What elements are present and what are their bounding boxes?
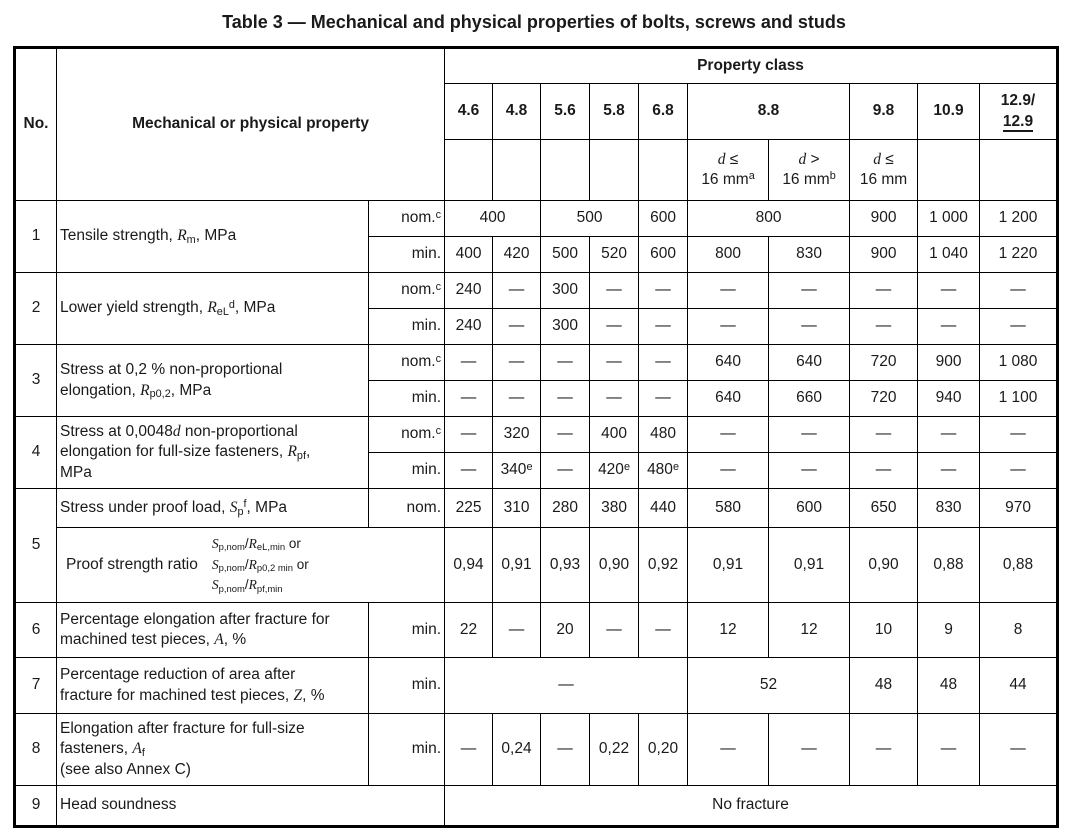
value-cell: 580 xyxy=(688,489,769,528)
col-header-6.8: 6.8 xyxy=(639,84,688,140)
subheader-9.8-d-le-16: d ≤ 16 mm xyxy=(850,140,918,201)
value-cell: 940 xyxy=(918,381,980,417)
row-5-proof-ratio xyxy=(15,528,1058,603)
value-cell: — xyxy=(639,603,688,658)
property-label: Percentage reduction of area after fracture for machined test pieces, Z, % xyxy=(57,658,369,714)
value-cell: 440 xyxy=(639,489,688,528)
value-cell: — xyxy=(493,273,541,309)
nom-label: nom.$^c$ xyxy=(369,273,445,309)
value-cell: — xyxy=(445,714,493,786)
value-cell: 720 xyxy=(850,381,918,417)
value-cell: 660 xyxy=(769,381,850,417)
value-cell: 520 xyxy=(590,237,639,273)
page-title: Table 3 — Mechanical and physical properties of bolts, screws and studs xyxy=(222,12,846,32)
value-cell: 900 xyxy=(918,345,980,381)
value-cell: 640 xyxy=(769,345,850,381)
value-cell: 0,91 xyxy=(769,528,850,603)
value-cell: — xyxy=(688,714,769,786)
value-cell: — xyxy=(980,273,1058,309)
min-label: min. xyxy=(369,714,445,786)
value-cell: 600 xyxy=(639,201,688,237)
value-cell: — xyxy=(590,345,639,381)
value-cell: 0,93 xyxy=(541,528,590,603)
row-number: 6 xyxy=(15,603,57,658)
value-cell: — xyxy=(769,309,850,345)
value-cell: — xyxy=(541,417,590,453)
row-number: 2 xyxy=(15,273,57,345)
value-cell: 600 xyxy=(769,489,850,528)
subheader-empty xyxy=(493,140,541,201)
value-cell: No fracture xyxy=(445,786,1058,827)
formula: $S_{p,nom}/R_{p0,2 min}$ or xyxy=(211,556,309,574)
value-cell: — xyxy=(850,453,918,489)
value-cell: 0,91 xyxy=(493,528,541,603)
value-cell: — xyxy=(980,417,1058,453)
value-cell: — xyxy=(639,309,688,345)
value-cell: 1 220 xyxy=(980,237,1058,273)
subheader-empty xyxy=(590,140,639,201)
property-label: Lower yield strength, $R_{eL}^d$, MPa xyxy=(57,273,369,345)
value-cell: 20 xyxy=(541,603,590,658)
col-header-8.8: 8.8 xyxy=(688,84,850,140)
value-cell: 800 xyxy=(688,237,769,273)
property-label: Stress under proof load, $S_p^f$, MPa xyxy=(57,489,369,528)
value-cell: 44 xyxy=(980,658,1058,714)
subheader-8.8-d-le-16: d ≤ 16 $mm^a$ xyxy=(688,140,769,201)
value-cell: — xyxy=(493,309,541,345)
row-2-nom xyxy=(15,273,1058,309)
value-cell: 280 xyxy=(541,489,590,528)
row-number: 9 xyxy=(15,786,57,827)
subheader-empty xyxy=(918,140,980,201)
value-cell: 225 xyxy=(445,489,493,528)
col-header-property-class: Property class xyxy=(445,48,1058,84)
value-cell: — xyxy=(590,603,639,658)
value-cell: — xyxy=(493,603,541,658)
properties-table xyxy=(13,46,1059,828)
value-cell: 800 xyxy=(688,201,850,237)
row-number: 1 xyxy=(15,201,57,273)
value-cell: 1 040 xyxy=(918,237,980,273)
value-cell: — xyxy=(918,453,980,489)
min-label: min. xyxy=(369,237,445,273)
value-cell: — xyxy=(541,381,590,417)
value-cell: — xyxy=(769,453,850,489)
value-cell: — xyxy=(493,345,541,381)
value-cell: 12 xyxy=(688,603,769,658)
col-header-property: Mechanical or physical property xyxy=(57,48,445,201)
row-number: 5 xyxy=(15,489,57,603)
value-cell: — xyxy=(639,381,688,417)
col-header-9.8: 9.8 xyxy=(850,84,918,140)
row-number: 4 xyxy=(15,417,57,489)
value-cell: 650 xyxy=(850,489,918,528)
value-cell: 0,20 xyxy=(639,714,688,786)
value-cell: 340e xyxy=(493,453,541,489)
value-cell: — xyxy=(541,714,590,786)
value-cell: 240 xyxy=(445,273,493,309)
value-cell: 8 xyxy=(980,603,1058,658)
value-cell: — xyxy=(590,309,639,345)
value-cell: — xyxy=(769,273,850,309)
min-label: min. xyxy=(369,309,445,345)
value-cell: 48 xyxy=(918,658,980,714)
value-cell: 640 xyxy=(688,381,769,417)
value-cell: 320 xyxy=(493,417,541,453)
value-cell: 900 xyxy=(850,237,918,273)
value-cell: — xyxy=(541,345,590,381)
row-9 xyxy=(15,786,1058,827)
value-cell: 420 xyxy=(493,237,541,273)
formula: $S_{p,nom}/R_{pf,min}$ xyxy=(211,577,283,595)
row-number: 7 xyxy=(15,658,57,714)
value-cell: — xyxy=(445,417,493,453)
property-label xyxy=(57,528,445,603)
value-cell: — xyxy=(445,345,493,381)
value-cell: 10 xyxy=(850,603,918,658)
col-header-5.8: 5.8 xyxy=(590,84,639,140)
subheader-empty xyxy=(445,140,493,201)
value-cell: 830 xyxy=(769,237,850,273)
value-cell: 310 xyxy=(493,489,541,528)
value-cell: 400 xyxy=(445,237,493,273)
value-cell: 1 000 xyxy=(918,201,980,237)
value-cell: 720 xyxy=(850,345,918,381)
value-cell: — xyxy=(850,273,918,309)
formula: $S_{p,nom}/R_{eL,min}$ or xyxy=(211,535,301,553)
row-8 xyxy=(15,714,1058,786)
subheader-8.8-d-gt-16: d > 16 $mm^b$ xyxy=(769,140,850,201)
value-cell: 0,94 xyxy=(445,528,493,603)
value-cell: — xyxy=(590,273,639,309)
value-cell: — xyxy=(980,453,1058,489)
value-cell: 640 xyxy=(688,345,769,381)
min-label: min. xyxy=(369,381,445,417)
value-cell: — xyxy=(639,345,688,381)
row-5-proof-load xyxy=(15,489,1058,528)
ratio-label: Proof strength ratio xyxy=(66,555,198,573)
header-row-property-class xyxy=(15,48,1058,84)
value-cell: 0,88 xyxy=(918,528,980,603)
subheader-empty xyxy=(980,140,1058,201)
nom-label: nom.$^c$ xyxy=(369,201,445,237)
value-cell: 0,22 xyxy=(590,714,639,786)
nom-label: nom. xyxy=(369,489,445,528)
value-cell: 400 xyxy=(445,201,541,237)
value-cell: 240 xyxy=(445,309,493,345)
value-cell: — xyxy=(980,309,1058,345)
proof-strength-ratio xyxy=(60,534,441,597)
property-label: Elongation after fracture for full-size fasteners, $A_f$ (see also Annex C) xyxy=(57,714,369,786)
value-cell: — xyxy=(688,417,769,453)
value-cell: 0,88 xyxy=(980,528,1058,603)
value-cell: — xyxy=(541,453,590,489)
value-cell: — xyxy=(918,273,980,309)
value-cell: — xyxy=(493,381,541,417)
property-label: Tensile strength, $R_m$, MPa xyxy=(57,201,369,273)
min-label: min. xyxy=(369,453,445,489)
value-cell: — xyxy=(688,309,769,345)
col-header-no: No. xyxy=(15,48,57,201)
value-cell: 0,91 xyxy=(688,528,769,603)
min-label: min. xyxy=(369,603,445,658)
property-label: Stress at 0,2 % non-proportional elongation, $R_{p0,2}$, MPa xyxy=(57,345,369,417)
value-cell: 1 080 xyxy=(980,345,1058,381)
value-cell: 52 xyxy=(688,658,850,714)
value-cell: 0,24 xyxy=(493,714,541,786)
col-header-4.8: 4.8 xyxy=(493,84,541,140)
value-cell: 830 xyxy=(918,489,980,528)
value-cell: — xyxy=(918,417,980,453)
value-cell: 1 200 xyxy=(980,201,1058,237)
subheader-empty xyxy=(541,140,590,201)
nom-label: nom.$^c$ xyxy=(369,345,445,381)
property-label: Head soundness xyxy=(57,786,445,827)
col-header-4.6: 4.6 xyxy=(445,84,493,140)
value-cell: — xyxy=(688,273,769,309)
value-cell: — xyxy=(769,417,850,453)
value-cell: 380 xyxy=(590,489,639,528)
row-number: 3 xyxy=(15,345,57,417)
value-cell: — xyxy=(850,309,918,345)
value-cell: 420e xyxy=(590,453,639,489)
value-cell: — xyxy=(918,309,980,345)
value-cell: 9 xyxy=(918,603,980,658)
value-cell: 300 xyxy=(541,273,590,309)
row-3-nom xyxy=(15,345,1058,381)
value-cell: — xyxy=(445,658,688,714)
value-cell: 300 xyxy=(541,309,590,345)
col-header-12.9: 12.9/ 12.9 xyxy=(980,84,1058,140)
value-cell: — xyxy=(445,453,493,489)
value-cell: 480 xyxy=(639,417,688,453)
value-cell: 500 xyxy=(541,201,639,237)
value-cell: 480e xyxy=(639,453,688,489)
min-label: min. xyxy=(369,658,445,714)
row-6 xyxy=(15,603,1058,658)
value-cell: — xyxy=(688,453,769,489)
value-cell: 0,90 xyxy=(590,528,639,603)
value-cell: 12 xyxy=(769,603,850,658)
row-4-nom xyxy=(15,417,1058,453)
value-cell: — xyxy=(769,714,850,786)
value-cell: 900 xyxy=(850,201,918,237)
property-label: Stress at 0,0048d non-proportional elongation for full-size fasteners, $R_{pf}$, MPa xyxy=(57,417,369,489)
value-cell: — xyxy=(639,273,688,309)
value-cell: 48 xyxy=(850,658,918,714)
value-cell: — xyxy=(445,381,493,417)
value-cell: 0,92 xyxy=(639,528,688,603)
value-cell: 600 xyxy=(639,237,688,273)
value-cell: — xyxy=(850,714,918,786)
value-cell: 500 xyxy=(541,237,590,273)
value-cell: — xyxy=(918,714,980,786)
row-number: 8 xyxy=(15,714,57,786)
value-cell: 400 xyxy=(590,417,639,453)
value-cell: — xyxy=(980,714,1058,786)
col-header-10.9: 10.9 xyxy=(918,84,980,140)
value-cell: 1 100 xyxy=(980,381,1058,417)
value-cell: 22 xyxy=(445,603,493,658)
col-header-5.6: 5.6 xyxy=(541,84,590,140)
value-cell: 970 xyxy=(980,489,1058,528)
value-cell: — xyxy=(850,417,918,453)
row-7 xyxy=(15,658,1058,714)
value-cell: — xyxy=(590,381,639,417)
subheader-empty xyxy=(639,140,688,201)
value-cell: 0,90 xyxy=(850,528,918,603)
ratio-formulas xyxy=(212,534,309,597)
row-1-nom xyxy=(15,201,1058,237)
nom-label: nom.$^c$ xyxy=(369,417,445,453)
property-label: Percentage elongation after fracture for machined test pieces, A, % xyxy=(57,603,369,658)
